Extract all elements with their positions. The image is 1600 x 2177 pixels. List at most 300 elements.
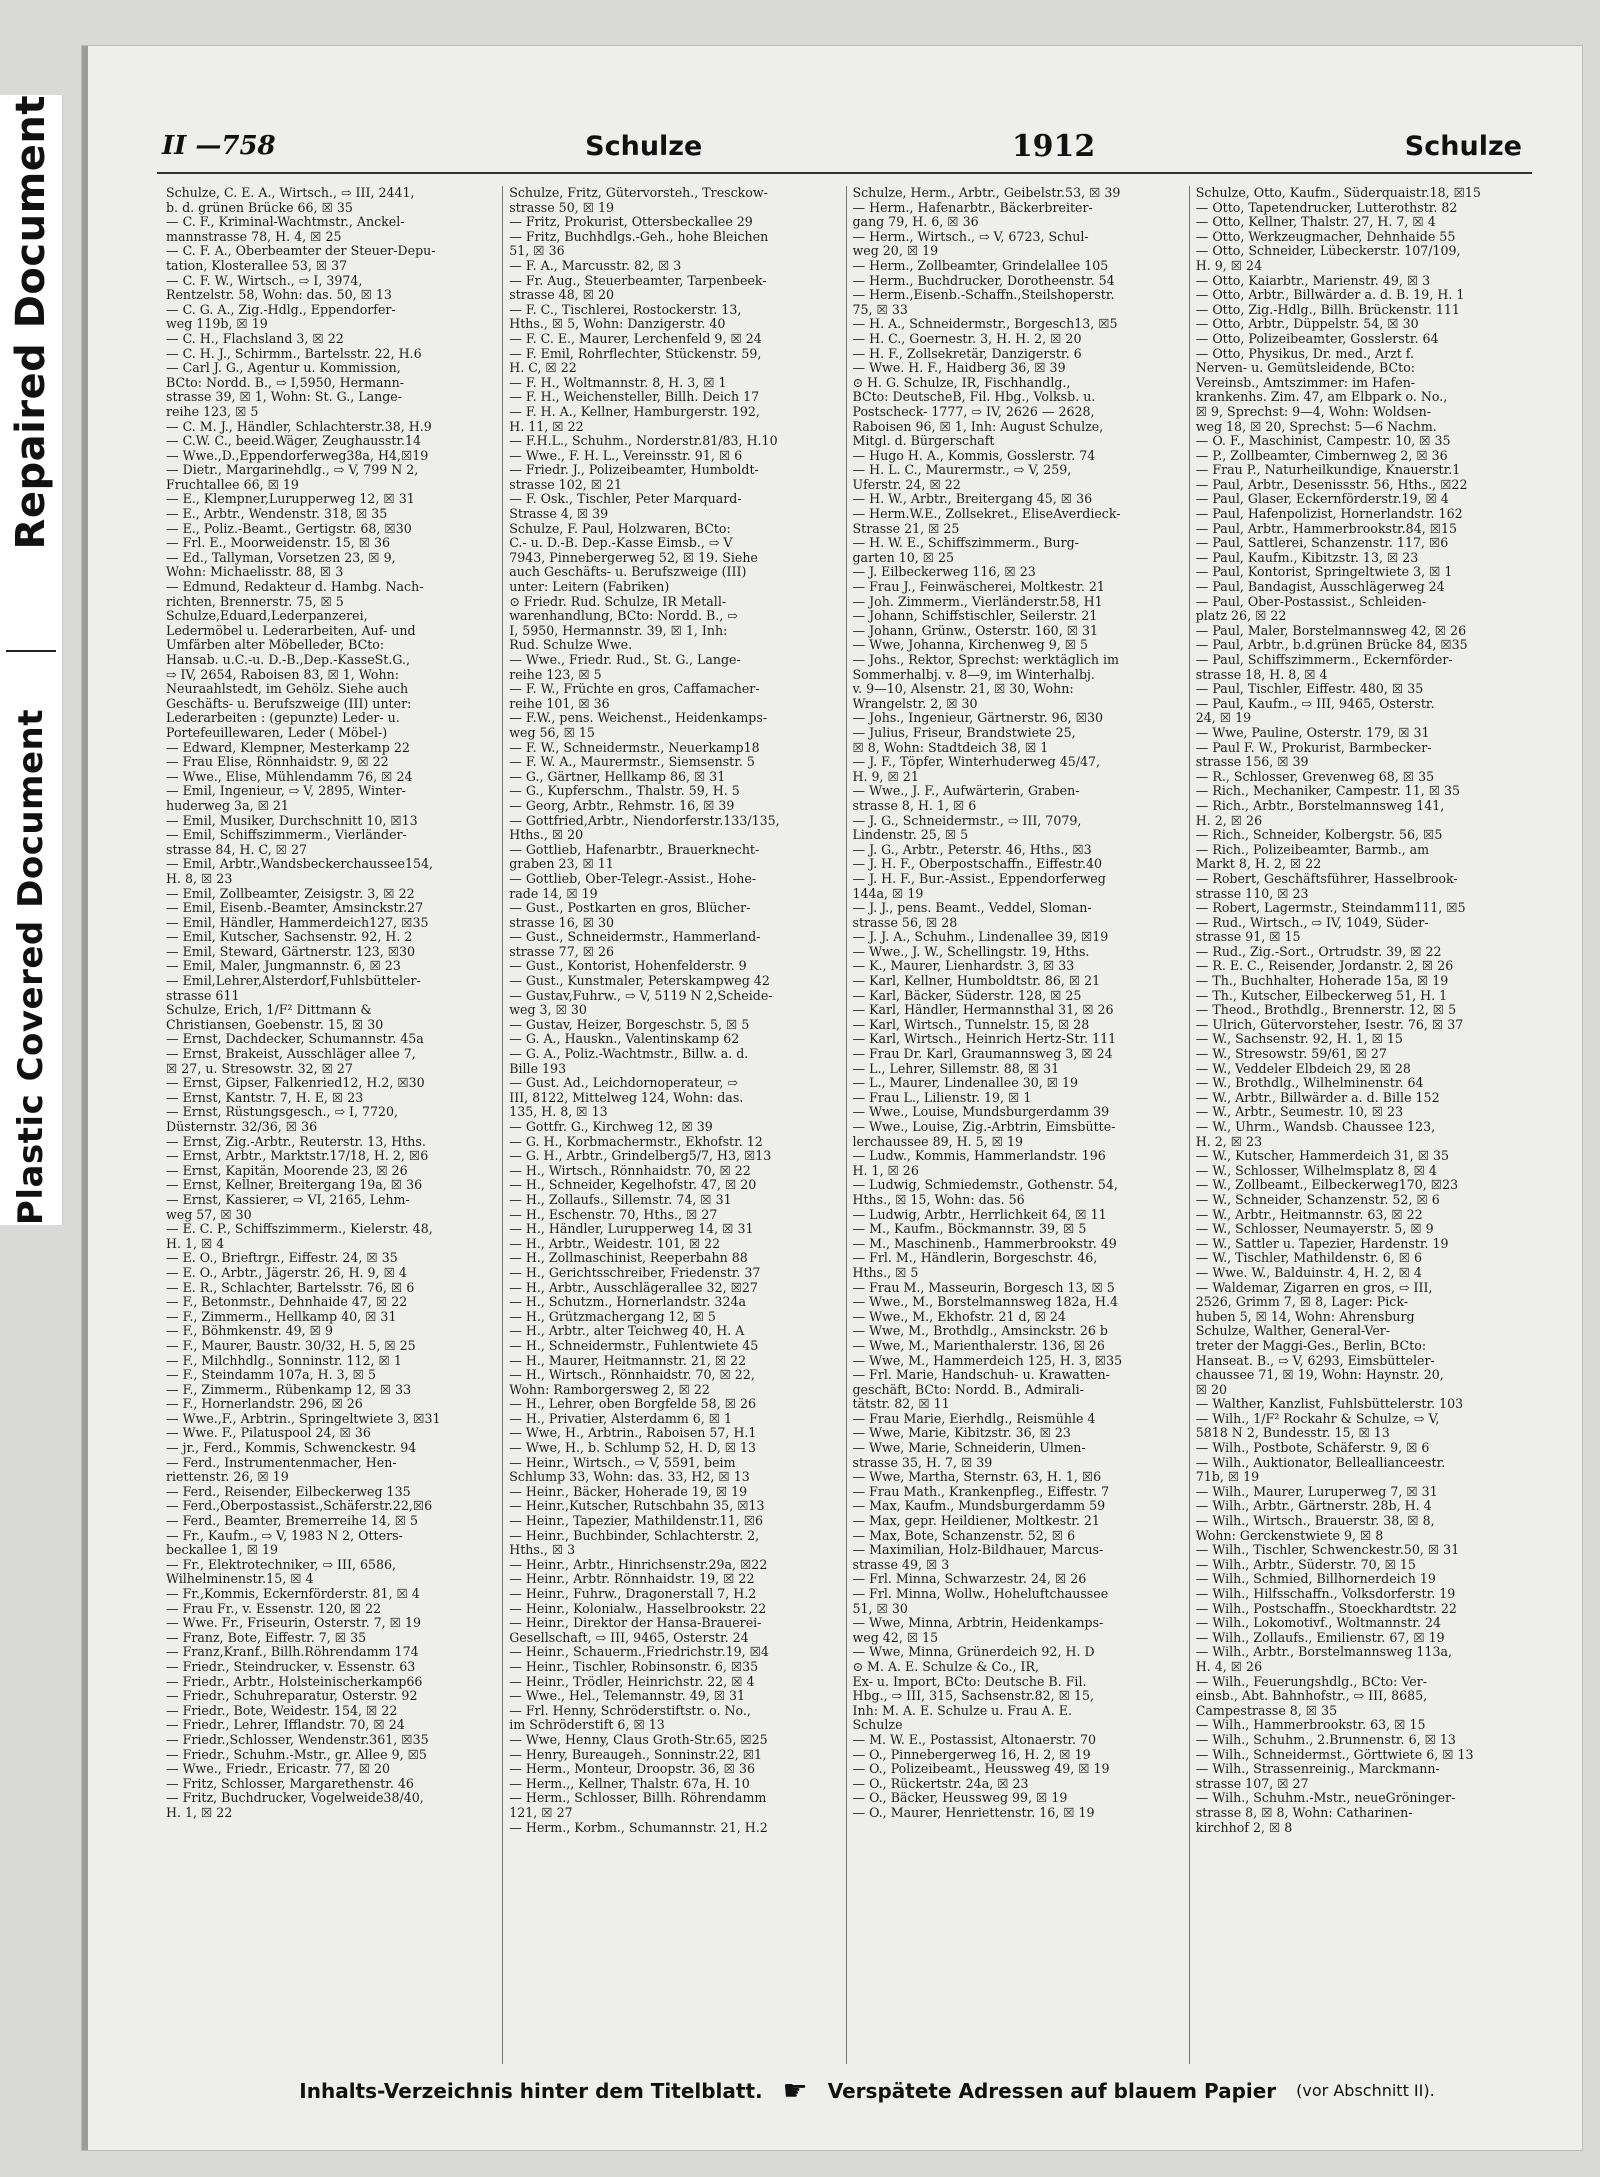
directory-entry-line: — Th., Kutscher, Eilbeckerweg 51, H. 1: [1195, 988, 1448, 1003]
directory-entry-line: — Gust. Ad., Leichdornoperateur, ⇨: [509, 1076, 738, 1091]
directory-entry-line: H. 1, ☒ 26: [852, 1163, 919, 1178]
directory-entry-line: — H., Privatier, Alsterdamm 6, ☒ 1: [509, 1411, 733, 1426]
directory-entry-line: strasse 50, ☒ 19: [509, 200, 615, 215]
directory-entry-line: geschäft, BCto: Nordd. B., Admirali-: [852, 1382, 1084, 1397]
directory-entry-line: — Otto, Tapetendrucker, Lutterothstr. 82: [1195, 200, 1458, 215]
directory-entry-line: H. 4, ☒ 26: [1195, 1659, 1263, 1674]
directory-entry-line: — Frl. Minna, Wollw., Hoheluftchaussee: [852, 1587, 1109, 1601]
directory-entry-line: H. 2, ☒ 23: [1195, 1134, 1263, 1149]
directory-entry-line: — Ludwig, Schmiedemstr., Gothenstr. 54,: [852, 1178, 1118, 1193]
directory-entry-line: reihe 123, ☒ 5: [509, 667, 602, 682]
directory-entry-line: — F., Betonmstr., Dehnhaide 47, ☒ 22: [166, 1295, 408, 1310]
directory-entry-line: — Wilh., Arbtr., Gärtnerstr. 28b, H. 4: [1195, 1499, 1432, 1514]
directory-entry-line: Schulze, Erich, 1/F² Dittmann &: [166, 1003, 372, 1018]
directory-entry-line: — Heinr., Kolonialw., Hasselbrookstr. 22: [509, 1601, 767, 1616]
directory-entry-line: — Friedr., Lehrer, Ifflandstr. 70, ☒ 24: [166, 1718, 405, 1733]
directory-entry-line: auch Geschäfts- u. Berufszweige (III): [509, 565, 747, 580]
directory-entry-line: — Fritz, Buchhdlgs.-Geh., hohe Bleichen: [509, 229, 769, 244]
directory-entry-line: — Paul, Bandagist, Ausschlägerweg 24: [1195, 580, 1445, 595]
directory-entry-line: — Wilh., Schmied, Billhornerdeich 19: [1195, 1572, 1436, 1587]
directory-entry-line: ⊙ H. G. Schulze, IR, Fischhandlg.,: [852, 375, 1071, 390]
directory-entry-line: Vereinsb., Amtszimmer: im Hafen-: [1195, 375, 1416, 390]
directory-entry-line: — E., Poliz.-Beamt., Gertigstr. 68, ☒30: [166, 521, 412, 536]
directory-entry-line: Hanseat. B., ⇨ V, 6293, Eimsbütteler-: [1195, 1353, 1435, 1368]
directory-entry-line: — Gustav, Heizer, Borgeschstr. 5, ☒ 5: [509, 1017, 750, 1032]
directory-entry-line: Hansab. u.C.-u. D.-B.,Dep.-KasseSt.G.,: [166, 653, 410, 667]
directory-entry-line: — Wwe., J. F., Aufwärterin, Graben-: [852, 784, 1080, 799]
directory-entry-line: H. 1, ☒ 22: [166, 1805, 233, 1820]
directory-entry-line: Düsternstr. 32/36, ☒ 36: [166, 1120, 318, 1134]
directory-entry-line: — Fr., Kaufm., ⇨ V, 1983 N 2, Otters-: [166, 1528, 403, 1543]
directory-entry-line: — Gust., Schneidermstr., Hammerland-: [509, 930, 761, 945]
directory-entry-line: — J. J., pens. Beamt., Veddel, Sloman-: [852, 901, 1092, 916]
directory-entry-line: — Wwe, M., Brothdlg., Amsinckstr. 26 b: [852, 1324, 1108, 1339]
directory-entry-line: — Frau M., Masseurin, Borgesch 13, ☒ 5: [852, 1280, 1115, 1295]
pointing-hand-icon: ☛: [782, 2074, 808, 2107]
directory-entry-line: strasse 8, H. 1, ☒ 6: [852, 798, 977, 813]
directory-entry-line: — H., Zollmaschinist, Reeperbahn 88: [509, 1251, 748, 1266]
directory-entry-line: strasse 77, ☒ 26: [509, 944, 615, 959]
directory-columns: [160, 186, 1532, 2064]
directory-entry-line: Postscheck- 1777, ⇨ IV, 2626 — 2628,: [852, 404, 1095, 419]
directory-entry-line: — Otto, Schneider, Lübeckerstr. 107/109,: [1195, 244, 1461, 259]
header-rule: [157, 172, 1532, 174]
directory-entry-line: — M. W. E., Postassist, Altonaerstr. 70: [852, 1732, 1097, 1747]
directory-entry-line: — Wilh., 1/F² Rockahr & Schulze, ⇨ V,: [1195, 1411, 1440, 1426]
directory-entry-line: — Otto, Werkzeugmacher, Dehnhaide 55: [1195, 229, 1456, 244]
directory-entry-line: — W., Arbtr., Billwärder a. d. Bille 152: [1195, 1090, 1440, 1105]
directory-entry-line: — Wwe.,F., Arbtrin., Springeltwiete 3, ☒31: [166, 1411, 441, 1426]
directory-entry-line: weg 3, ☒ 30: [509, 1003, 587, 1018]
directory-entry-line: — Edmund, Redakteur d. Hambg. Nach-: [166, 580, 424, 595]
directory-entry-line: Rentzelstr. 58, Wohn: das. 50, ☒ 13: [166, 288, 392, 303]
directory-entry-line: strasse 49, ☒ 3: [852, 1557, 950, 1572]
directory-entry-line: strasse 156, ☒ 39: [1195, 755, 1309, 770]
directory-entry-line: — Fr.,Kommis, Eckernförderstr. 81, ☒ 4: [166, 1587, 420, 1601]
page-footer: [232, 2074, 1502, 2107]
directory-entry-line: — C. F., Kriminal-Wachtmstr., Anckel-: [166, 215, 405, 230]
directory-entry-line: — Wwe, Johanna, Kirchenweg 9, ☒ 5: [852, 638, 1089, 653]
directory-entry-line: tation, Klosterallee 53, ☒ 37: [166, 258, 348, 273]
directory-entry-line: — W., Schlosser, Neumayerstr. 5, ☒ 9: [1195, 1222, 1434, 1237]
directory-entry-line: Hbg., ⇨ III, 315, Sachsenstr.82, ☒ 15,: [852, 1689, 1094, 1704]
directory-entry-line: — Th., Buchhalter, Hoherade 15a, ☒ 19: [1195, 974, 1449, 989]
directory-entry-line: — Wwe, H., b. Schlump 52, H. D, ☒ 13: [509, 1441, 757, 1456]
directory-entry-line: — E. O., Arbtr., Jägerstr. 26, H. 9, ☒ 4: [166, 1265, 407, 1280]
directory-entry-line: — Dietr., Margarinehdlg., ⇨ V, 799 N 2,: [166, 463, 419, 478]
directory-entry-line: — C.W. C., beeid.Wäger, Zeughausstr.14: [166, 434, 422, 449]
directory-entry-line: Portefeuillewaren, Leder ( Möbel-): [166, 725, 388, 740]
directory-entry-line: — E. R., Schlachter, Bartelsstr. 76, ☒ 6: [166, 1280, 415, 1295]
directory-entry-line: — Paul F. W., Prokurist, Barmbecker-: [1195, 740, 1432, 755]
directory-entry-line: — H., Arbtr., alter Teichweg 40, H. A: [509, 1324, 745, 1339]
directory-entry-line: — F., Maurer, Baustr. 30/32, H. 5, ☒ 25: [166, 1338, 416, 1353]
directory-entry-line: — Frl. Henny, Schröderstiftstr. o. No.,: [509, 1703, 751, 1718]
directory-entry-line: — Wwe, H., Arbtrin., Raboisen 57, H.1: [509, 1426, 757, 1441]
directory-entry-line: — Friedr., Schuhreparatur, Osterstr. 92: [166, 1689, 418, 1704]
directory-entry-line: mannstrasse 78, H. 4, ☒ 25: [166, 229, 342, 244]
directory-entry-line: — Wwe, Minna, Arbtrin, Heidenkamps-: [852, 1616, 1104, 1631]
directory-entry-line: — H., Schneidermstr., Fuhlentwiete 45: [509, 1338, 759, 1353]
directory-entry-line: — Maximilian, Holz-Bildhauer, Marcus-: [852, 1543, 1104, 1558]
directory-entry-line: — Ernst, Arbtr., Marktstr.17/18, H. 2, ☒6: [166, 1149, 429, 1164]
directory-entry-line: — C. M. J., Händler, Schlachterstr.38, H.9: [166, 419, 432, 434]
directory-entry-line: — Emil, Eisenb.-Beamter, Amsinckstr.27: [166, 901, 424, 916]
directory-entry-line: strasse 48, ☒ 20: [509, 288, 615, 303]
directory-entry-line: — Herm., Zollbeamter, Grindelallee 105: [852, 258, 1109, 273]
directory-entry-line: — Wwe, Henny, Claus Groth-Str.65, ☒25: [509, 1732, 768, 1747]
directory-entry-line: 5818 N 2, Bundesstr. 15, ☒ 13: [1195, 1426, 1390, 1441]
footer-index-note: Inhalts-Verzeichnis hinter dem Titelblatt.: [299, 2078, 763, 2103]
directory-entry-line: graben 23, ☒ 11: [509, 857, 614, 872]
directory-entry-line: — O., Pinnebergerweg 16, H. 2, ☒ 19: [852, 1747, 1091, 1762]
directory-entry-line: rade 14, ☒ 19: [509, 886, 598, 901]
directory-entry-line: — Herm., Buchdrucker, Dorotheenstr. 54: [852, 273, 1115, 288]
directory-entry-line: — Emil, Maler, Jungmannstr. 6, ☒ 23: [166, 959, 401, 974]
directory-entry-line: — Frau J., Feinwäscherei, Moltkestr. 21: [852, 580, 1105, 595]
directory-entry-line: 121, ☒ 27: [509, 1805, 573, 1820]
directory-entry-line: Wilhelminenstr.15, ☒ 4: [166, 1572, 314, 1587]
directory-entry-line: — Ludwig, Arbtr., Herrlichkeit 64, ☒ 11: [852, 1207, 1107, 1222]
directory-entry-line: — W., Kutscher, Hammerdeich 31, ☒ 35: [1195, 1149, 1450, 1164]
directory-entry-line: Wohn: Ramborgersweg 2, ☒ 22: [509, 1382, 710, 1397]
directory-entry-line: — Ferd., Instrumentenmacher, Hen-: [166, 1455, 397, 1470]
directory-entry-line: — Herm., Wirtsch., ⇨ V, 6723, Schul-: [852, 229, 1089, 244]
directory-entry-line: — W., Stresowstr. 59/61, ☒ 27: [1195, 1047, 1387, 1062]
directory-entry-line: unter: Leitern (Fabriken): [509, 580, 670, 595]
directory-entry-line: — Paul, Sattlerei, Schanzenstr. 117, ☒6: [1195, 536, 1449, 551]
directory-entry-line: III, 8122, Mittelweg 124, Wohn: das.: [509, 1090, 744, 1105]
directory-entry-line: — Paul, Arbtr., b.d.grünen Brücke 84, ☒35: [1195, 638, 1468, 653]
directory-entry-line: — Wilh., Hammerbrookstr. 63, ☒ 15: [1195, 1718, 1426, 1733]
directory-entry-line: — Karl, Wirtsch., Tunnelstr. 15, ☒ 28: [852, 1017, 1090, 1032]
directory-entry-line: — Gottfr. G., Kirchweg 12, ☒ 39: [509, 1120, 713, 1134]
directory-entry-line: — K., Maurer, Lienhardstr. 3, ☒ 33: [852, 959, 1075, 974]
directory-entry-line: — H. A., Schneidermstr., Borgesch13, ☒5: [852, 317, 1118, 332]
directory-entry-line: — H. W., Arbtr., Breitergang 45, ☒ 36: [852, 492, 1093, 507]
directory-entry-line: riettenstr. 26, ☒ 19: [166, 1470, 289, 1485]
directory-entry-line: — E. O., Brieftrgr., Eiffestr. 24, ☒ 35: [166, 1251, 398, 1266]
directory-entry-line: — Paul, Hafenpolizist, Hornerlandstr. 162: [1195, 507, 1463, 522]
directory-entry-line: — Emil, Steward, Gärtnerstr. 123, ☒30: [166, 944, 416, 959]
directory-entry-line: weg 20, ☒ 19: [852, 244, 939, 259]
directory-entry-line: — Wilh., Schneidermst., Görttwiete 6, ☒ 13: [1195, 1747, 1474, 1762]
directory-entry-line: — Frl. E., Moorweidenstr. 15, ☒ 36: [166, 536, 391, 551]
directory-entry-line: krankenhs. Zim. 47, am Elbpark o. No.,: [1195, 390, 1448, 405]
directory-entry-line: — Ernst, Brakeist, Ausschläger allee 7,: [166, 1047, 416, 1062]
directory-entry-line: — Wwe., F. H. L., Vereinsstr. 91, ☒ 6: [509, 448, 743, 463]
directory-entry-line: — Emil, Musiker, Durchschnitt 10, ☒13: [166, 813, 418, 828]
directory-entry-line: Lederarbeiten : (gepunzte) Leder- u.: [166, 711, 400, 726]
directory-entry-line: BCto: DeutscheB, Fil. Hbg., Volksb. u.: [852, 390, 1096, 405]
directory-entry-line: — W., Brothdlg., Wilhelminenstr. 64: [1195, 1076, 1424, 1091]
directory-entry-line: — Wilh., Strassenreinig., Marckmann-: [1195, 1762, 1440, 1777]
directory-entry-line: — Wwe.,D.,Eppendorferweg38a, H4,☒19: [166, 448, 429, 463]
directory-entry-line: Markt 8, H. 2, ☒ 22: [1195, 857, 1322, 872]
directory-entry-line: — W., Schneider, Schanzenstr. 52, ☒ 6: [1195, 1192, 1440, 1207]
directory-entry-line: — Herm., Monteur, Droopstr. 36, ☒ 36: [509, 1762, 755, 1777]
directory-entry-line: — Johann, Schiffstischler, Seilerstr. 21: [852, 609, 1098, 624]
directory-entry-line: — W., Schlosser, Wilhelmsplatz 8, ☒ 4: [1195, 1163, 1437, 1178]
directory-entry-line: beckallee 1, ☒ 19: [166, 1543, 279, 1558]
directory-entry-line: — Friedr., Steindrucker, v. Essenstr. 63: [166, 1659, 416, 1674]
directory-entry-line: — Friedr., Schuhm.-Mstr., gr. Allee 9, ☒5: [166, 1747, 427, 1762]
directory-entry-line: — H., Eschenstr. 70, Hths., ☒ 27: [509, 1207, 718, 1222]
directory-entry-line: — Otto, Kellner, Thalstr. 27, H. 7, ☒ 4: [1195, 215, 1436, 230]
directory-entry-line: Schulze, Fritz, Gütervorsteh., Tresckow-: [509, 186, 768, 200]
directory-entry-line: — Ulrich, Gütervorsteher, Isestr. 76, ☒ 37: [1195, 1017, 1464, 1032]
directory-page: [82, 46, 1582, 2150]
directory-entry-line: — Heinr., Direktor der Hansa-Brauerei-: [509, 1616, 762, 1631]
directory-entry-line: Strasse 4, ☒ 39: [509, 507, 609, 522]
directory-entry-line: — W., Zollbeamt., Eilbeckerweg170, ☒23: [1195, 1178, 1459, 1193]
directory-entry-line: — Emil, Kutscher, Sachsenstr. 92, H. 2: [166, 930, 413, 945]
directory-entry-line: — P., Zollbeamter, Cimbernweg 2, ☒ 36: [1195, 448, 1448, 463]
directory-entry-line: Umfärben alter Möbelleder, BCto:: [166, 638, 385, 653]
directory-entry-line: — Karl, Händler, Hermannsthal 31, ☒ 26: [852, 1003, 1114, 1018]
directory-entry-line: — Gottfried,Arbtr., Niendorferstr.133/135,: [509, 813, 780, 828]
directory-entry-line: 24, ☒ 19: [1195, 711, 1252, 726]
directory-entry-line: — C. G. A., Zig.-Hdlg., Eppendorfer-: [166, 302, 396, 317]
directory-entry-line: — L., Maurer, Lindenallee 30, ☒ 19: [852, 1076, 1079, 1091]
directory-entry-line: — Wwe, Marie, Kibitzstr. 36, ☒ 23: [852, 1426, 1071, 1441]
directory-entry-line: — F., Steindamm 107a, H. 3, ☒ 5: [166, 1368, 376, 1383]
directory-entry-line: Hths., ☒ 20: [509, 828, 584, 843]
directory-entry-line: treter der Maggi-Ges., Berlin, BCto:: [1195, 1338, 1427, 1353]
directory-entry-line: — Ernst, Dachdecker, Schumannstr. 45a: [166, 1032, 424, 1047]
directory-entry-line: — Wilh., Zollaufs., Emilienstr. 67, ☒ 19: [1195, 1630, 1445, 1645]
directory-entry-line: reihe 123, ☒ 5: [166, 404, 259, 419]
directory-entry-line: — E., Klempner,Lurupperweg 12, ☒ 31: [166, 492, 415, 507]
directory-entry-line: — Rud., Zig.-Sort., Ortrudstr. 39, ☒ 22: [1195, 944, 1442, 959]
directory-entry-line: — Wilh., Lokomotivf., Woltmannstr. 24: [1195, 1616, 1441, 1631]
directory-entry-line: BCto: Nordd. B., ⇨ I,5950, Hermann-: [166, 375, 405, 390]
directory-entry-line: strasse 84, H. C, ☒ 27: [166, 842, 307, 857]
directory-entry-line: strasse 16, ☒ 30: [509, 915, 615, 930]
directory-entry-line: — Paul, Kaufm., ⇨ III, 9465, Osterstr.: [1195, 696, 1435, 711]
directory-entry-line: — Frl. M., Händlerin, Borgeschstr. 46,: [852, 1251, 1098, 1266]
directory-entry-line: — Otto, Polizeibeamter, Gosslerstr. 64: [1195, 331, 1439, 346]
directory-entry-line: — Wwe, Marie, Schneiderin, Ulmen-: [852, 1441, 1086, 1456]
directory-entry-line: Rud. Schulze Wwe.: [509, 638, 633, 653]
directory-entry-line: — Heinr., Wirtsch., ⇨ V, 5591, beim: [509, 1455, 736, 1470]
directory-entry-line: — W., Uhrm., Wandsb. Chaussee 123,: [1195, 1120, 1436, 1134]
directory-entry-line: — G., Kupferschm., Thalstr. 59, H. 5: [509, 784, 740, 799]
directory-entry-line: — Wilh., Maurer, Luruperweg 7, ☒ 31: [1195, 1484, 1438, 1499]
directory-entry-line: — Frl. Minna, Schwarzestr. 24, ☒ 26: [852, 1572, 1087, 1587]
directory-entry-line: — Gust., Postkarten en gros, Blücher-: [509, 901, 751, 916]
directory-entry-line: garten 10, ☒ 25: [852, 550, 955, 565]
directory-entry-line: — R. E. C., Reisender, Jordanstr. 2, ☒ 26: [1195, 959, 1454, 974]
directory-entry-line: — W., Tischler, Mathildenstr. 6, ☒ 6: [1195, 1251, 1423, 1266]
directory-entry-line: — L., Lehrer, Sillemstr. 88, ☒ 31: [852, 1061, 1060, 1076]
directory-entry-line: — Rud., Wirtsch., ⇨ IV, 1049, Süder-: [1195, 915, 1429, 930]
directory-entry-line: — G. H., Korbmachermstr., Ekhofstr. 12: [509, 1134, 763, 1149]
directory-entry-line: — Paul, Arbtr., Hammerbrookstr.84, ☒15: [1195, 521, 1458, 536]
directory-entry-line: Mitgl. d. Bürgerschaft: [852, 434, 995, 449]
directory-entry-line: — W., Arbtr., Heitmannstr. 63, ☒ 22: [1195, 1207, 1423, 1222]
header-year: 1912: [1011, 128, 1096, 164]
directory-entry-line: Campestrasse 8, ☒ 35: [1195, 1703, 1338, 1718]
directory-entry-line: — Herm., Schlosser, Billh. Röhrendamm: [509, 1791, 767, 1806]
directory-entry-line: — Julius, Friseur, Brandstwiete 25,: [852, 725, 1076, 740]
directory-entry-line: — Wwe., Hel., Telemannstr. 49, ☒ 31: [509, 1689, 746, 1704]
directory-column-4: [1189, 186, 1532, 2064]
directory-entry-line: huben 5, ☒ 14, Wohn: Ahrensburg: [1195, 1309, 1415, 1324]
directory-entry-line: — Wwe, Martha, Sternstr. 63, H. 1, ☒6: [852, 1470, 1102, 1485]
directory-entry-line: strasse 35, H. 7, ☒ 39: [852, 1455, 993, 1470]
directory-entry-line: — Herm.,Eisenb.-Schaffn.,Steilshoperstr.: [852, 288, 1115, 303]
directory-entry-line: strasse 18, H. 8, ☒ 4: [1195, 667, 1328, 682]
directory-entry-line: — Wilh., Hilfsschaffn., Volksdorferstr. 19: [1195, 1587, 1456, 1601]
directory-entry-line: — H., Schutzm., Hornerlandstr. 324a: [509, 1295, 746, 1310]
directory-entry-line: — Fr., Elektrotechniker, ⇨ III, 6586,: [166, 1557, 397, 1572]
directory-entry-line: — R., Schlosser, Grevenweg 68, ☒ 35: [1195, 769, 1435, 784]
directory-entry-line: — Friedr. J., Polizeibeamter, Humboldt-: [509, 463, 759, 478]
directory-entry-line: — Emil, Zollbeamter, Zeisigstr. 3, ☒ 22: [166, 886, 415, 901]
directory-entry-line: chaussee 71, ☒ 19, Wohn: Haynstr. 20,: [1195, 1368, 1444, 1383]
directory-entry-line: — Rich., Arbtr., Borstelmannsweg 141,: [1195, 798, 1445, 813]
directory-entry-line: — Edward, Klempner, Mesterkamp 22: [166, 740, 410, 755]
directory-entry-line: — Rich., Schneider, Kolbergstr. 56, ☒5: [1195, 828, 1443, 843]
directory-entry-line: — Emil, Arbtr.,Wandsbeckerchaussee154,: [166, 857, 433, 872]
directory-entry-line: — Friedr.,Schlosser, Wendenstr.361, ☒35: [166, 1732, 429, 1747]
directory-entry-line: Inh: M. A. E. Schulze u. Frau A. E.: [852, 1703, 1072, 1718]
directory-entry-line: — Hugo H. A., Kommis, Gosslerstr. 74: [852, 448, 1096, 463]
directory-entry-line: — Herm., Korbm., Schumannstr. 21, H.2: [509, 1820, 768, 1835]
directory-entry-line: — F. C. E., Maurer, Lerchenfeld 9, ☒ 24: [509, 331, 762, 346]
directory-entry-line: — E. C. P., Schiffszimmerm., Kielerstr. 48,: [166, 1222, 433, 1237]
directory-entry-line: — Herm.W.E., Zollsekret., EliseAverdieck-: [852, 507, 1121, 522]
directory-column-1: [160, 186, 502, 2064]
directory-entry-line: — W., Sattler u. Tapezier, Hardenstr. 19: [1195, 1236, 1449, 1251]
directory-entry-line: — Johs., Ingenieur, Gärtnerstr. 96, ☒30: [852, 711, 1104, 726]
directory-entry-line: ⇨ IV, 2654, Raboisen 83, ☒ 1, Wohn:: [166, 667, 399, 682]
directory-entry-line: Hths., ☒ 5: [852, 1265, 919, 1280]
directory-entry-line: — C. H., Flachsland 3, ☒ 22: [166, 331, 344, 346]
footer-late-addresses: Verspätete Adressen auf blauem Papier: [827, 2078, 1277, 2103]
directory-entry-line: — Ernst, Kapitän, Moorende 23, ☒ 26: [166, 1163, 408, 1178]
directory-entry-line: — H., Grützmachergang 12, ☒ 5: [509, 1309, 716, 1324]
directory-entry-line: — F. H., Weichensteller, Billh. Deich 17: [509, 390, 760, 405]
directory-entry-line: — Paul, Maler, Borstelmannsweg 42, ☒ 26: [1195, 623, 1467, 638]
directory-entry-line: — Gottlieb, Hafenarbtr., Brauerknecht-: [509, 842, 760, 857]
directory-entry-line: — W., Sachsenstr. 92, H. 1, ☒ 15: [1195, 1032, 1403, 1047]
directory-entry-line: — O. F., Maschinist, Campestr. 10, ☒ 35: [1195, 434, 1451, 449]
directory-entry-line: — F. H. A., Kellner, Hamburgerstr. 192,: [509, 404, 760, 419]
directory-entry-line: Schulze, Herm., Arbtr., Geibelstr.53, ☒ 39: [852, 186, 1121, 200]
directory-entry-line: — H., Händler, Lurupperweg 14, ☒ 31: [509, 1222, 754, 1237]
directory-entry-line: — Herm., Hafenarbtr., Bäckerbreiter-: [852, 200, 1093, 215]
directory-entry-line: — Karl, Kellner, Humboldtstr. 86, ☒ 21: [852, 974, 1101, 989]
directory-entry-line: H. 2, ☒ 26: [1195, 813, 1263, 828]
directory-entry-line: ☒ 27, u. Stresowstr. 32, ☒ 27: [166, 1061, 353, 1076]
directory-entry-line: Raboisen 96, ☒ 1, Inh: August Schulze,: [852, 419, 1104, 434]
directory-entry-line: — Otto, Arbtr., Billwärder a. d. B. 19, H. 1: [1195, 288, 1465, 303]
directory-entry-line: — O., Bäcker, Heussweg 99, ☒ 19: [852, 1791, 1068, 1806]
directory-entry-line: strasse 107, ☒ 27: [1195, 1776, 1309, 1791]
directory-entry-line: — Frl. Marie, Handschuh- u. Krawatten-: [852, 1368, 1110, 1383]
directory-entry-line: — Heinr., Tapezier, Mathildenstr.11, ☒6: [509, 1514, 764, 1529]
directory-entry-line: im Schröderstift 6, ☒ 13: [509, 1718, 665, 1733]
directory-entry-line: Gesellschaft, ⇨ III, 9465, Osterstr. 24: [509, 1630, 749, 1645]
directory-entry-line: — C. F. A., Oberbeamter der Steuer-Depu-: [166, 244, 436, 259]
directory-column-2: [502, 186, 845, 2064]
directory-entry-line: tätstr. 82, ☒ 11: [852, 1397, 950, 1412]
directory-entry-line: — Franz,Kranf., Billh.Röhrendamm 174: [166, 1645, 419, 1660]
directory-entry-line: — Friedr., Bote, Weidestr. 154, ☒ 22: [166, 1703, 398, 1718]
repaired-document-label: Repaired Document: [8, 95, 54, 550]
directory-entry-line: einsb., Abt. Bahnhofstr., ⇨ III, 8685,: [1195, 1689, 1428, 1704]
directory-entry-line: Neuraahlstedt, im Gehölz. Siehe auch: [166, 682, 409, 697]
directory-entry-line: — G. A., Hauskn., Valentinskamp 62: [509, 1032, 740, 1047]
directory-entry-line: — Ernst, Kassierer, ⇨ VI, 2165, Lehm-: [166, 1192, 410, 1207]
archive-side-tab: [0, 95, 63, 1225]
footer-section-note: (vor Abschnitt II).: [1296, 2081, 1435, 2100]
directory-entry-line: Sommerhalbj. v. 8—9, im Winterhalbj.: [852, 667, 1095, 682]
directory-entry-line: — J. J. A., Schuhm., Lindenallee 39, ☒19: [852, 930, 1109, 945]
directory-entry-line: — Joh. Zimmerm., Vierländerstr.58, H1: [852, 594, 1103, 609]
directory-entry-line: — Frau Fr., v. Essenstr. 120, ☒ 22: [166, 1601, 382, 1616]
directory-entry-line: — Wwe. H. F., Haidberg 36, ☒ 39: [852, 361, 1066, 376]
directory-entry-line: — F. A., Marcusstr. 82, ☒ 3: [509, 258, 682, 273]
directory-entry-line: weg 57, ☒ 30: [166, 1207, 252, 1222]
directory-entry-line: — Frau Math., Krankenpfleg., Eiffestr. 7: [852, 1484, 1110, 1499]
directory-entry-line: — Friedr., Arbtr., Holsteinischerkamp66: [166, 1674, 423, 1689]
directory-entry-line: — F. W. A., Maurermstr., Siemsenstr. 5: [509, 755, 755, 770]
directory-entry-line: — Ernst, Rüstungsgesch., ⇨ I, 7720,: [166, 1105, 399, 1120]
directory-entry-line: weg 119b, ☒ 19: [166, 317, 268, 332]
directory-entry-line: — Franz, Bote, Eiffestr. 7, ☒ 35: [166, 1630, 367, 1645]
directory-entry-line: weg 42, ☒ 15: [852, 1630, 939, 1645]
directory-entry-line: — F. H., Woltmannstr. 8, H. 3, ☒ 1: [509, 375, 727, 390]
header-surname-right: Schulze: [1404, 130, 1522, 162]
directory-entry-line: — Wilh., Schuhm.-Mstr., neueGröninger-: [1195, 1791, 1456, 1806]
directory-entry-line: — Robert, Geschäftsführer, Hasselbrook-: [1195, 871, 1458, 886]
directory-entry-line: — H., Wirtsch., Rönnhaidstr. 70, ☒ 22,: [509, 1368, 755, 1383]
directory-entry-line: — Fritz, Schlosser, Margarethenstr. 46: [166, 1776, 414, 1791]
directory-entry-line: H. 8, ☒ 23: [166, 871, 233, 886]
directory-entry-line: Bille 193: [509, 1061, 567, 1076]
directory-entry-line: — Wwe, Minna, Grünerdeich 92, H. D: [852, 1645, 1095, 1660]
directory-entry-line: — F. Osk., Tischler, Peter Marquard-: [509, 492, 742, 507]
directory-entry-line: — Wwe., Louise, Zig.-Arbtrin, Eimsbütte-: [852, 1120, 1116, 1134]
directory-entry-line: ⊙ M. A. E. Schulze & Co., IR,: [852, 1659, 1039, 1674]
directory-entry-line: — Max, Kaufm., Mundsburgerdamm 59: [852, 1499, 1106, 1514]
directory-entry-line: H. 9, ☒ 21: [852, 769, 919, 784]
directory-entry-line: — Heinr., Buchbinder, Schlachterstr. 2,: [509, 1528, 760, 1543]
directory-entry-line: — Wilh., Feuerungshdlg., BCto: Ver-: [1195, 1674, 1428, 1689]
directory-entry-line: — F.W., pens. Weichenst., Heidenkamps-: [509, 711, 768, 726]
directory-entry-line: — Wilh., Postschaffn., Stoeckhardtstr. 22: [1195, 1601, 1457, 1616]
directory-entry-line: — H., Arbtr., Ausschlägerallee 32, ☒27: [509, 1280, 758, 1295]
directory-entry-line: strasse 56, ☒ 28: [852, 915, 958, 930]
directory-entry-line: 144a, ☒ 19: [852, 886, 924, 901]
directory-entry-line: — J. G., Arbtr., Peterstr. 46, Hths., ☒3: [852, 842, 1092, 857]
directory-entry-line: — J. H. F., Oberpostschaffn., Eiffestr.40: [852, 857, 1102, 872]
directory-entry-line: b. d. grünen Brücke 66, ☒ 35: [166, 200, 353, 215]
directory-column-3: [846, 186, 1189, 2064]
directory-entry-line: H. 9, ☒ 24: [1195, 258, 1263, 273]
directory-entry-line: — F., Böhmkenstr. 49, ☒ 9: [166, 1324, 333, 1339]
directory-entry-line: — H., Arbtr., Weidestr. 101, ☒ 22: [509, 1236, 721, 1251]
directory-entry-line: Hths., ☒ 5, Wohn: Danzigerstr. 40: [509, 317, 726, 332]
directory-entry-line: — Gust., Kunstmaler, Peterskampweg 42: [509, 974, 770, 989]
directory-entry-line: — Wwe, M., Marienthalerstr. 136, ☒ 26: [852, 1338, 1105, 1353]
directory-entry-line: — Emil, Ingenieur, ⇨ V, 2895, Winter-: [166, 784, 406, 799]
directory-entry-line: — Gustav,Fuhrw., ⇨ V, 5119 N 2,Scheide-: [509, 988, 773, 1003]
directory-entry-line: — W., Arbtr., Seumestr. 10, ☒ 23: [1195, 1105, 1404, 1120]
